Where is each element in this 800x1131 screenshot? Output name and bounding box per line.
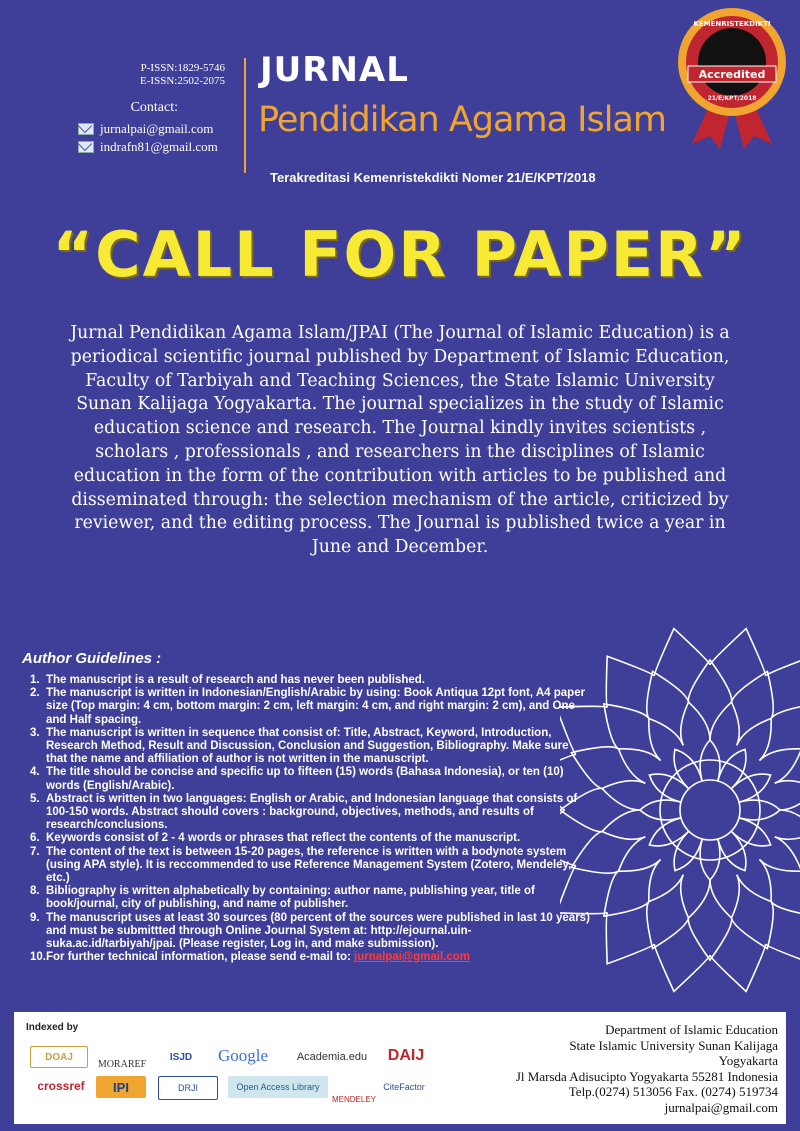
logo-ipi: IPI: [96, 1076, 146, 1098]
list-item: 5. Abstract is written in two languages: English or Arabic, and Indonesian language that consists of 100-150 words. Abstract should covers : background, objectives, methods, and results of research/conclusions.: [30, 792, 578, 832]
address-line: Jl Marsda Adisucipto Yogyakarta 55281 Indonesia: [515, 1068, 778, 1084]
mandala-petal: [619, 837, 661, 871]
mandala-petal: [737, 719, 771, 761]
logo-crossref: crossref: [37, 1079, 85, 1093]
contact-email-1: [78, 121, 238, 137]
accreditation-text: Terakreditasi Kemenristekdikti Nomer 21/E/KPT/2018: [270, 170, 596, 185]
logo-moraref: MORAREF: [97, 1059, 147, 1070]
mandala-petal: [649, 860, 683, 902]
mandala-petal: [732, 902, 774, 949]
list-item: 8. Bibliography is written alphabetically by containing: author name, publishing year, title of book/journal, city of publishing, and name of publisher.: [30, 885, 535, 911]
mandala-petal: [681, 875, 710, 918]
badge-number: 21/E/KPT/2018: [707, 95, 757, 102]
list-item: 10. For further technical information, please send e-mail to: jurnalpai@gmail.com: [30, 951, 471, 964]
mandala-petal: [766, 656, 800, 707]
intro-paragraph: Jurnal Pendidikan Agama Islam/JPAI (The Journal of Islamic Education) is a periodical scientific journal published by Department of Islamic Education, Faculty of Tarbiyah and Teaching Sciences, the State Islamic University Sunan Kalijaga Yogyakarta. The journal specializes in the study of Islamic education science and research. The Journal kindly invites scientists , scholars , professionals , and researchers in the disciplines of Islamic education in the form of the contribution with articles to be published and disseminated through: the selection mechanism of the article, criticized by reviewer, and the editing process. The Journal is published twice a year in June and December.: [70, 323, 730, 558]
mandala-petal: [732, 671, 774, 718]
mandala-petal: [688, 918, 731, 960]
address-email[interactable]: jurnalpai@gmail.com: [664, 1099, 778, 1115]
mandala-petal: [766, 913, 800, 964]
mandala-petal: [771, 871, 800, 916]
mandala-petal: [647, 671, 689, 718]
list-item: 3. The manuscript is written in sequence that consist of: Title, Abstract, Keyword, Introduction, Research Method, Result and Discussion, Conclusion and Suggestion, Bibliography. Make sure that the name and affiliation of author is not written in the manuscript.: [30, 726, 569, 766]
mandala-petal: [710, 944, 766, 991]
logo-drji: DRJI: [158, 1076, 218, 1100]
mandala-petal: [681, 702, 710, 745]
divider: [244, 58, 246, 173]
mandala-petal: [710, 629, 766, 676]
accredited-badge: [672, 4, 792, 149]
email-text: jurnalpai@gmail.com: [100, 121, 214, 136]
journal-name: Pendidikan Agama Islam: [258, 100, 666, 140]
badge-top-text: KEMENRISTEKDIKTI: [693, 20, 771, 28]
list-item: 2. The manuscript is written in Indonesian/English/Arabic by using: Book Antiqua 12pt font, A4 paper size (Top margin: 4 cm, bottom margin: 2 cm, left margin: 4 cm, and right margin: 2 cm), and One and Half spacing.: [30, 687, 586, 726]
contact-label: Contact:: [130, 100, 178, 115]
mandala-decoration: [560, 615, 800, 1005]
mandala-petal: [737, 860, 771, 902]
logo-citefactor: CiteFactor: [383, 1082, 425, 1092]
list-item: 6. Keywords consist of 2 - 4 words or phrases that reflect the contents of the manuscript.: [30, 832, 521, 845]
footer: [14, 1012, 786, 1124]
logo-isjd: ISJD: [169, 1051, 193, 1063]
guidelines-title: Author Guidelines :: [22, 650, 162, 667]
e-issn: E-ISSN:2502-2075: [140, 75, 225, 87]
list-item: 9. The manuscript uses at least 30 sources (80 percent of the sources were published in last 10 years) and must be submittted through Online Journal System at: http://ejournal.uin-suka.ac.id/tarbiyah/jpai. (Please register, Log in, and make submission).: [30, 911, 590, 951]
list-item: 7. The content of the text is between 15-20 pages, the reference is written with a bodynote system (using APA style). It is reccommended to use Reference Management System (Zotero, Mendeley, etc.): [30, 845, 572, 885]
indexed-label: Indexed by: [26, 1022, 79, 1033]
email-text: indrafn81@gmail.com: [100, 139, 218, 154]
logo-google: Google: [217, 1046, 269, 1065]
mandala-petal: [654, 629, 710, 676]
mandala-petal: [710, 702, 739, 745]
contact-email-2: [78, 139, 238, 155]
list-item: 4. The title should be concise and specific up to fifteen (15) words (Bahasa Indonesia), or ten (10) words (English/Arabic).: [30, 766, 564, 792]
mandala-petal: [775, 781, 800, 810]
address-block: [448, 1022, 778, 1115]
mandala-petal: [688, 660, 731, 702]
mandala-petal: [654, 944, 710, 991]
logo-mendeley: MENDELEY: [332, 1095, 377, 1104]
logo-oalib: Open Access Library: [228, 1076, 328, 1098]
journal-word: JURNAL: [260, 50, 409, 90]
mandala-petal: [649, 719, 683, 761]
mandala-petal: [602, 810, 645, 839]
address-line: Department of Islamic Education: [605, 1022, 778, 1037]
badge-label: Accredited: [698, 68, 766, 81]
mandala-petal: [771, 704, 800, 749]
p-issn: P-ISSN:1829-5746: [140, 62, 225, 74]
guidelines-list: [30, 674, 590, 964]
mandala-petal: [604, 871, 649, 916]
mail-icon: [78, 141, 94, 153]
list-item: 1. The manuscript is a result of research and has never been published.: [30, 674, 425, 686]
mail-icon: [78, 123, 94, 135]
address-line: Yogyakarta: [718, 1053, 778, 1068]
logo-doaj: DOAJ: [30, 1046, 88, 1068]
mandala-petal: [760, 837, 800, 871]
contact-email-link[interactable]: jurnalpai@gmail.com: [354, 951, 471, 964]
mandala-petal: [602, 781, 645, 810]
address-line: Telp.(0274) 513056 Fax. (0274) 519734: [568, 1084, 778, 1099]
page-title: “CALL FOR PAPER”: [52, 218, 748, 291]
mandala-petal: [647, 902, 689, 949]
mandala-petal: [710, 875, 739, 918]
logo-academia: Academia.edu: [296, 1051, 368, 1063]
mandala-petal: [760, 749, 800, 783]
mandala-petal: [604, 704, 649, 749]
address-line: State Islamic University Sunan Kalijaga: [569, 1037, 778, 1053]
mandala-petal: [619, 749, 661, 783]
logo-daij: DAIJ: [387, 1047, 425, 1064]
issn-block: [110, 62, 225, 88]
mandala-petal: [775, 810, 800, 839]
